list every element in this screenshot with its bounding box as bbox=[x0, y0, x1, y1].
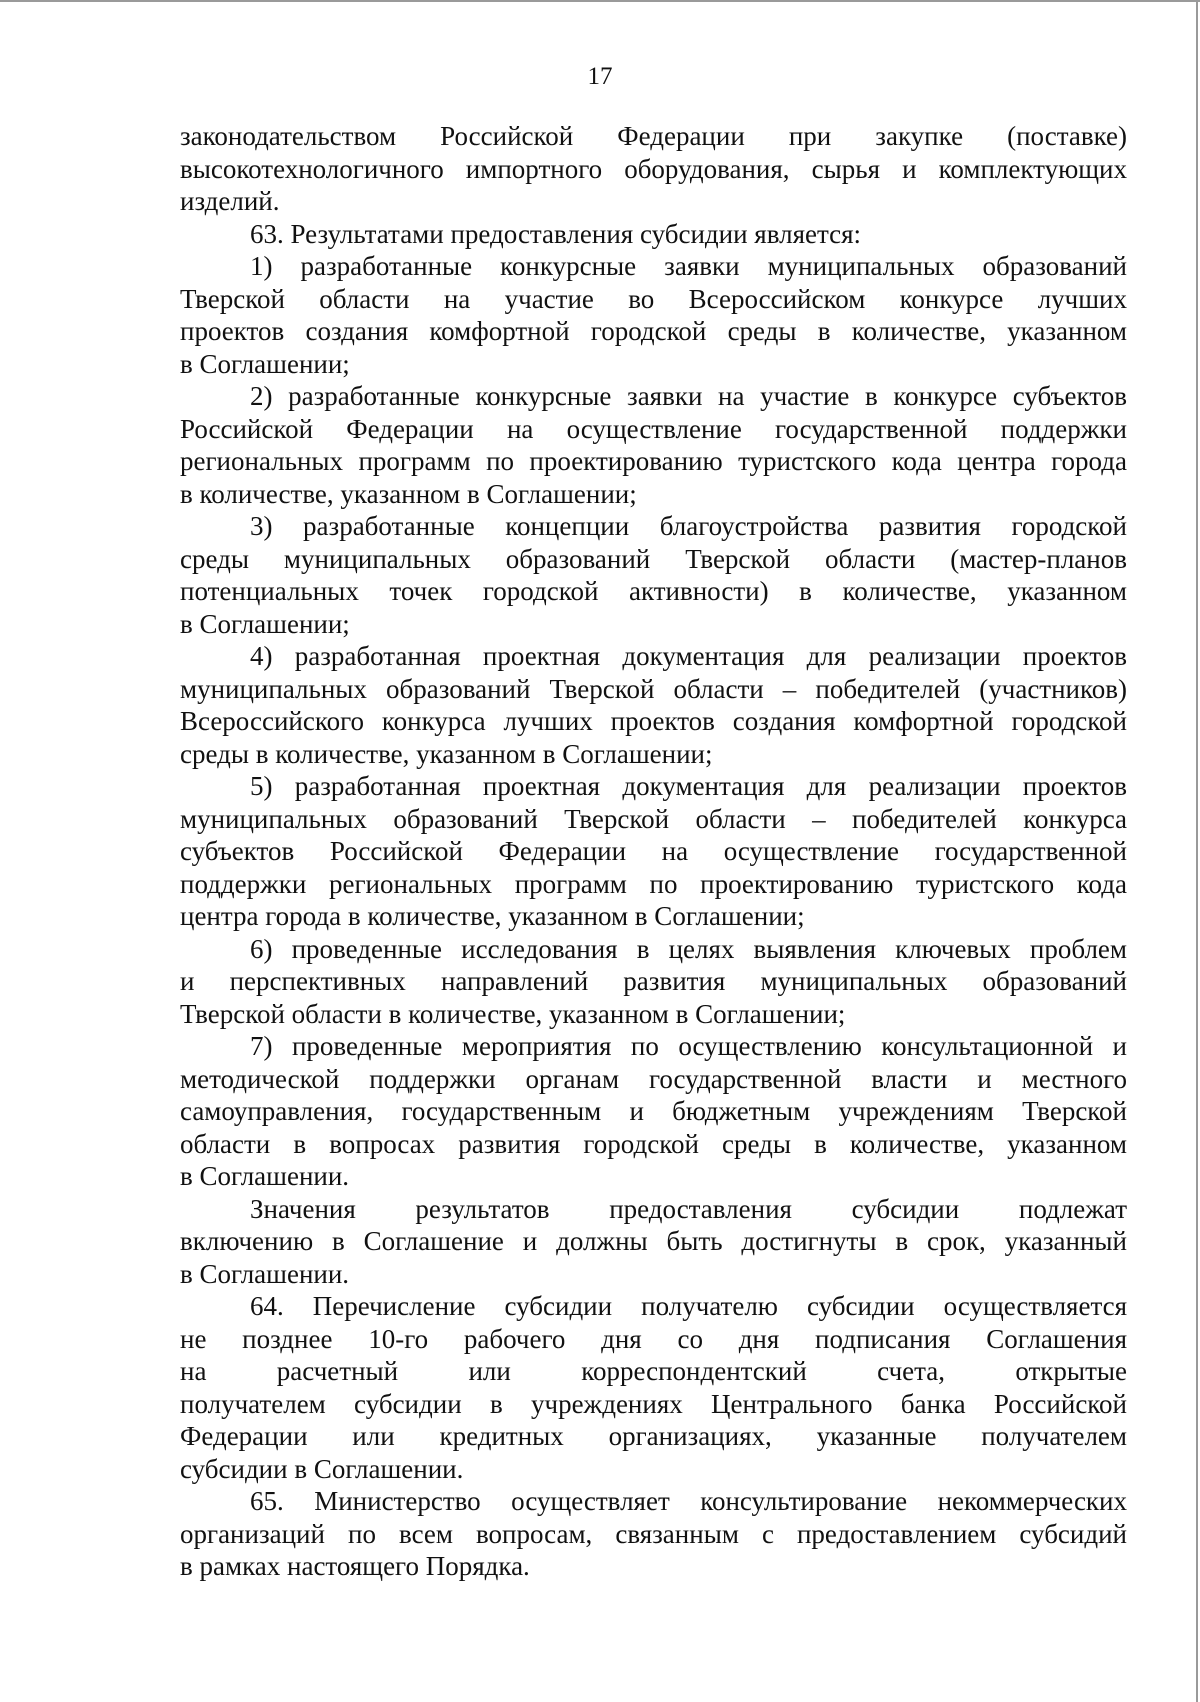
text-line: в количестве, указанном в Соглашении; bbox=[180, 478, 637, 509]
text-line: изделий. bbox=[180, 186, 280, 216]
text-line: методической поддержки органам государственной власти и местного bbox=[180, 1063, 1127, 1094]
text-line: области в вопросах развития городской среды в количестве, указанном bbox=[180, 1128, 1127, 1159]
text-line: центра города в количестве, указанном в Соглашении; bbox=[180, 901, 805, 931]
text-line: в рамках настоящего Порядка. bbox=[180, 1551, 530, 1581]
text-line: Тверской области на участие во Всероссийском конкурсе лучших bbox=[180, 283, 1127, 314]
text-line: субсидии в Соглашении. bbox=[180, 1453, 464, 1484]
text-line: высокотехнологичного импортного оборудования, сырья и комплектующих bbox=[180, 153, 1127, 184]
text-line: 63. Результатами предоставления субсидии является: bbox=[250, 218, 862, 249]
text-line: и перспективных направлений развития муниципальных образований bbox=[180, 966, 1127, 996]
document-body bbox=[180, 120, 1127, 1583]
text-line: 65. Министерство осуществляет консультирование некоммерческих bbox=[250, 1486, 1127, 1516]
text-line: самоуправления, государственным и бюджетным учреждениям Тверской bbox=[180, 1096, 1127, 1126]
text-line: Российской Федерации на осуществление государственной поддержки bbox=[180, 413, 1127, 444]
text-line: 6) проведенные исследования в целях выявления ключевых проблем bbox=[250, 933, 1127, 964]
text-line: в Соглашении; bbox=[180, 608, 350, 639]
text-line: законодательством Российской Федерации при закупке (поставке) bbox=[180, 121, 1127, 151]
text-line: в Соглашении; bbox=[180, 348, 350, 379]
text-line: в Соглашении. bbox=[180, 1258, 350, 1289]
text-line: не позднее 10-го рабочего дня со дня подписания Соглашения bbox=[180, 1323, 1127, 1354]
scan-edge-top bbox=[0, 0, 1200, 2]
text-line: Значения результатов предоставления субсидии подлежат bbox=[250, 1193, 1127, 1224]
text-line: среды в количестве, указанном в Соглашении; bbox=[180, 738, 713, 769]
text-line: Тверской области в количестве, указанном в Соглашении; bbox=[180, 998, 846, 1029]
text-line: 1) разработанные конкурсные заявки муниципальных образований bbox=[250, 251, 1127, 281]
page-number: 17 bbox=[587, 63, 613, 90]
text-line: получателем субсидии в учреждениях Центрального банка Российской bbox=[180, 1388, 1127, 1419]
text-line: региональных программ по проектированию туристского кода центра города bbox=[180, 446, 1127, 476]
scan-edge-right bbox=[1196, 0, 1198, 1702]
text-line: субъектов Российской Федерации на осуществление государственной bbox=[180, 836, 1127, 866]
text-line: 4) разработанная проектная документация для реализации проектов bbox=[250, 641, 1127, 671]
text-line: проектов создания комфортной городской среды в количестве, указанном bbox=[180, 316, 1127, 346]
text-line: потенциальных точек городской активности) в количестве, указанном bbox=[180, 576, 1127, 606]
text-line: 64. Перечисление субсидии получателю субсидии осуществляется bbox=[250, 1291, 1127, 1321]
text-line: среды муниципальных образований Тверской области (мастер-планов bbox=[180, 543, 1127, 574]
text-line: 7) проведенные мероприятия по осуществлению консультационной и bbox=[250, 1031, 1127, 1061]
text-line: в Соглашении. bbox=[180, 1161, 350, 1191]
text-line: Федерации или кредитных организациях, указанные получателем bbox=[180, 1421, 1127, 1451]
text-line: муниципальных образований Тверской области – победителей конкурса bbox=[180, 803, 1127, 834]
text-line: на расчетный или корреспондентский счета, открытые bbox=[180, 1356, 1127, 1386]
text-line: поддержки региональных программ по проектированию туристского кода bbox=[180, 868, 1127, 899]
text-line: организаций по всем вопросам, связанным с предоставлением субсидий bbox=[180, 1518, 1127, 1549]
text-line: 5) разработанная проектная документация для реализации проектов bbox=[250, 771, 1127, 801]
text-line: Всероссийского конкурса лучших проектов создания комфортной городской bbox=[180, 706, 1127, 736]
text-line: 3) разработанные концепции благоустройства развития городской bbox=[250, 511, 1127, 541]
text-line: включению в Соглашение и должны быть достигнуты в срок, указанный bbox=[180, 1226, 1127, 1256]
text-line: муниципальных образований Тверской области – победителей (участников) bbox=[180, 673, 1127, 704]
text-line: 2) разработанные конкурсные заявки на участие в конкурсе субъектов bbox=[250, 381, 1127, 411]
